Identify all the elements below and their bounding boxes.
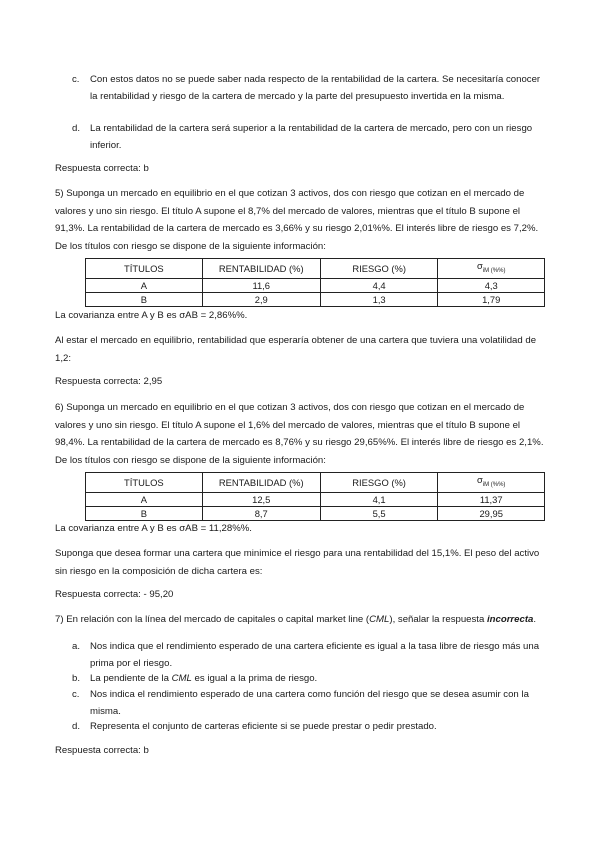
option-text: La pendiente de la CML es igual a la prima de riesgo.	[90, 673, 318, 684]
col-sigma-im: $\sigma_{iM (\%\%)}$	[438, 259, 545, 279]
option-letter: d.	[72, 721, 81, 732]
cell: 4,4	[320, 278, 438, 292]
option-d	[72, 120, 546, 154]
q6-question: Suponga que desea formar una cartera que minimice el riesgo para una rentabilidad del 15,1%. El peso del activo sin riesgo en la composición de dicha cartera es:	[55, 548, 540, 577]
cell: A	[86, 278, 203, 292]
cell: 29,95	[438, 506, 545, 520]
cell: 1,79	[438, 292, 545, 306]
cell: 4,3	[438, 278, 545, 292]
q5-covariance: La covarianza entre A y B es σAB = 2,86%%.	[55, 310, 248, 321]
option-text: Nos indica el rendimiento esperado de una cartera como función del riesgo que se desea asumir con la misma.	[90, 689, 529, 717]
q7-option-c	[72, 686, 546, 720]
col-sigma-im: $\sigma_{iM (\%\%)}$	[438, 473, 545, 493]
col-titulos: TÍTULOS	[86, 259, 203, 279]
col-rentabilidad: RENTABILIDAD (%)	[202, 259, 320, 279]
col-rentabilidad: RENTABILIDAD (%)	[202, 473, 320, 493]
col-riesgo: RIESGO (%)	[320, 259, 438, 279]
col-titulos: TÍTULOS	[86, 473, 203, 493]
cell: 4,1	[320, 492, 438, 506]
option-letter: d.	[72, 123, 81, 134]
option-letter: a.	[72, 641, 81, 652]
option-letter: c.	[72, 689, 80, 700]
option-text: Nos indica que el rendimiento esperado de una cartera eficiente es igual a la tasa libre de riesgo más una prima por el riesgo.	[90, 641, 540, 669]
table-row	[86, 506, 545, 520]
q7-statement: 7) En relación con la línea del mercado de capitales o capital market line (CML), señalar la respuesta incorrecta.	[55, 614, 537, 625]
q7-option-d	[72, 718, 546, 735]
option-letter: c.	[72, 74, 80, 85]
q6-statement: 6) Suponga un mercado en equilibrio en el que cotizan 3 activos, dos con riesgo que cotizan en el mercado de valores y uno sin riesgo. El título A supone el 1,6% del mercado de valores, mientras que el título B supone el 98,4%. La rentabilidad de la cartera de mercado es 8,76% y su riesgo 29,65%%. El interés libre de riesgo es 2,1%. De los títulos con riesgo se dispone de la siguiente información:	[55, 402, 544, 466]
table-header-row	[86, 473, 545, 493]
q5-answer: Respuesta correcta: 2,95	[55, 376, 163, 387]
answer-q4: Respuesta correcta: b	[55, 163, 149, 174]
q6-answer: Respuesta correcta: - 95,20	[55, 589, 174, 600]
q5-question: Al estar el mercado en equilibrio, rentabilidad que esperaría obtener de una cartera que tuviera una volatilidad de 1,2:	[55, 335, 537, 364]
cell: 1,3	[320, 292, 438, 306]
q6-table	[85, 472, 545, 521]
table-row	[86, 492, 545, 506]
q5-table	[85, 258, 545, 307]
q7-option-b	[72, 670, 546, 687]
option-letter: b.	[72, 673, 81, 684]
cell: 8,7	[202, 506, 320, 520]
q5-statement: 5) Suponga un mercado en equilibrio en el que cotizan 3 activos, dos con riesgo que cotizan en el mercado de valores y uno sin riesgo. El título A supone el 8,7% del mercado de valores, mientras que el título B supone el 91,3%. La rentabilidad de la cartera de mercado es 3,66% y su riesgo 2,01%%. El interés libre de riesgo es 7,2%. De los títulos con riesgo se dispone de la siguiente información:	[55, 188, 539, 252]
option-text: Con estos datos no se puede saber nada respecto de la rentabilidad de la cartera. Se necesitaría conocer la rentabilidad y riesgo de la cartera de mercado y la parte del presupuesto invertida en la misma.	[90, 74, 541, 102]
col-riesgo: RIESGO (%)	[320, 473, 438, 493]
cell: 5,5	[320, 506, 438, 520]
cell: 2,9	[202, 292, 320, 306]
option-text: La rentabilidad de la cartera será superior a la rentabilidad de la cartera de mercado, pero con un riesgo inferior.	[90, 123, 533, 151]
table-header-row	[86, 259, 545, 279]
option-c	[72, 71, 546, 105]
q7-option-a	[72, 638, 546, 672]
cell: 12,5	[202, 492, 320, 506]
cell: B	[86, 506, 203, 520]
cell: 11,6	[202, 278, 320, 292]
cell: 11,37	[438, 492, 545, 506]
q7-answer: Respuesta correcta: b	[55, 745, 149, 756]
table-row	[86, 292, 545, 306]
option-text: Representa el conjunto de carteras eficiente si se puede prestar o pedir prestado.	[90, 721, 437, 732]
cell: B	[86, 292, 203, 306]
q6-covariance: La covarianza entre A y B es σAB = 11,28%%.	[55, 523, 252, 534]
table-row	[86, 278, 545, 292]
cell: A	[86, 492, 203, 506]
